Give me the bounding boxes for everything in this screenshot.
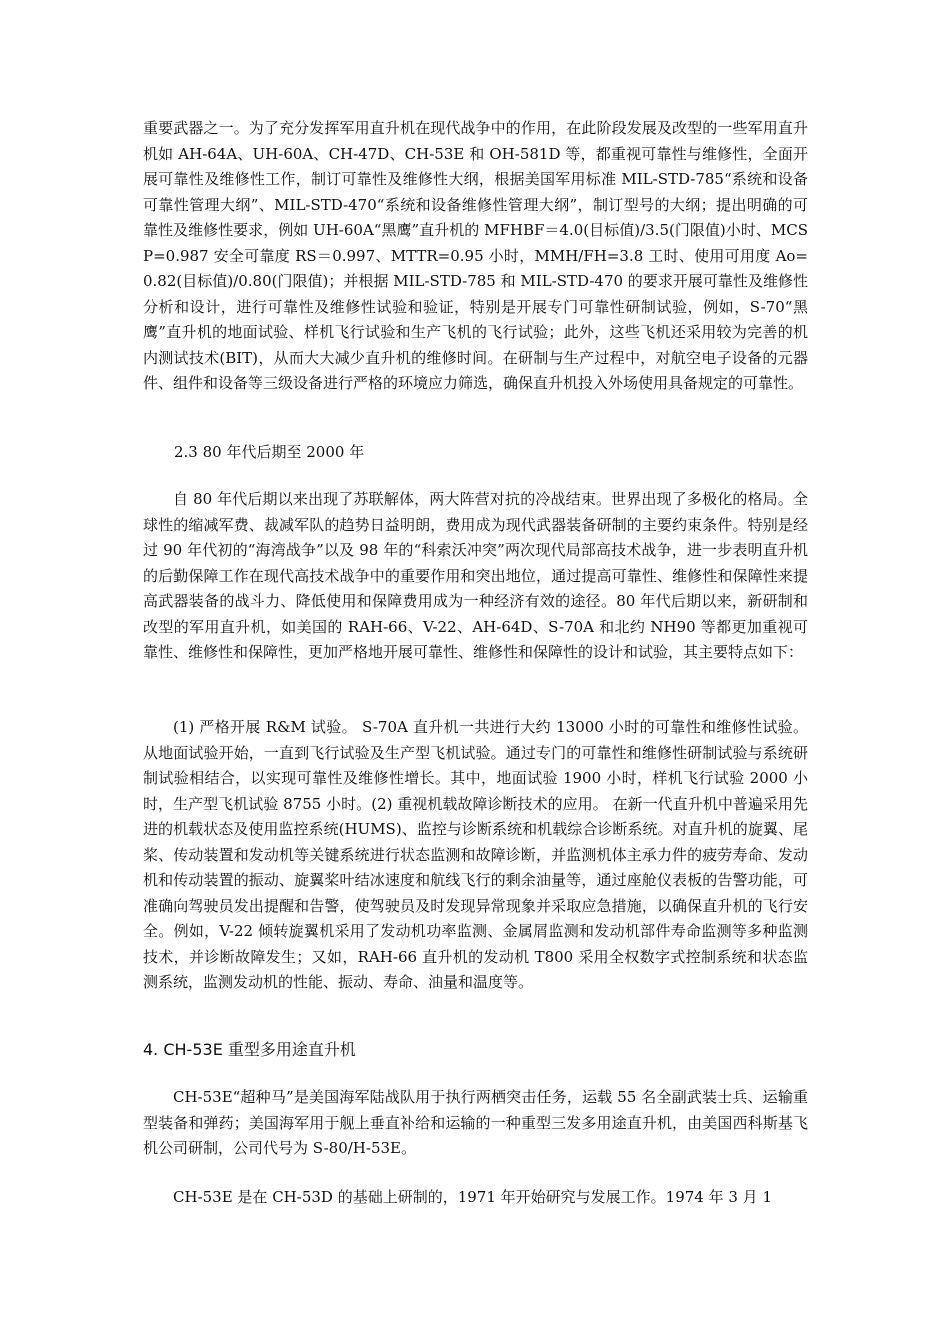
section-subheading: 2.3 80 年代后期至 2000 年 (174, 443, 365, 461)
paragraph-ch53e-intro: CH-53E“超种马”是美国海军陆战队用于执行两栖突击任务，运载 55 名全副武装士兵、运输重型装备和弹药；美国海军用于舰上垂直补给和运输的一种重型三发多用途直升机，由美国西科斯基飞机公司研制，公司代号为 S-80/H-53E。 (143, 1088, 808, 1157)
paragraph-helicopter-rm-history: 重要武器之一。为了充分发挥军用直升机在现代战争中的作用，在此阶段发展及改型的一些军用直升机如 AH-64A、UH-60A、CH-47D、CH-53E 和 OH-581D 等，都重视可靠性与维修性，全面开展可靠性及维修性工作，制订可靠性及维修性大纲，根据美国军用标准 MIL-STD-785“系统和设备可靠性管理大纲”、MIL-STD-470“系统和设备维修性管理大纲”，制订型号的大纲；提出明确的可靠性及维修性要求，例如 UH-60A“黑鹰”直升机的 MFHBF＝4.0(目标值)/3.5(门限值)小时、MCSP=0.987 安全可靠度 RS＝0.997、MTTR=0.95 小时，MMH/FH=3.8 工时、使用可用度 Ao=0.82(目标值)/0.80(门限值)；并根据 MIL-STD-785 和 MIL-STD-470 的要求开展可靠性及维修性分析和设计，进行可靠性及维修性试验和验证，特别是开展专门可靠性研制试验，例如，S-70“黑鹰”直升机的地面试验、样机飞行试验和生产飞机的飞行试验；此外，这些飞机还采用较为完善的机内测试技术(BIT)，从而大大减少直升机的维修时间。在研制与生产过程中，对航空电子设备的元器件、组件和设备等三级设备进行严格的环境应力筛选，确保直升机投入外场使用具备规定的可靠性。 (143, 119, 808, 392)
paragraph-ch53e-development: CH-53E 是在 CH-53D 的基础上研制的，1971 年开始研究与发展工作。1974 年 3 月 1 (173, 1188, 772, 1206)
paragraph-rm-features: (1) 严格开展 R&M 试验。 S-70A 直升机一共进行大约 13000 小时的可靠性和维修性试验。从地面试验开始，一直到飞行试验及生产型飞机试验。通过专门的可靠性和维修性研制试验与系统研制试验相结合，以实现可靠性及维修性增长。其中，地面试验 1900 小时，样机飞行试验 2000 小时，生产型飞机试验 8755 小时。(2) 重视机载故障诊断技术的应用。 在新一代直升机中普遍采用先进的机载状态及使用监控系统(HUMS)、监控与诊断系统和机载综合诊断系统。对直升机的旋翼、尾桨、传动装置和发动机等关键系统进行状态监测和故障诊断，并监测机体主承力件的疲劳寿命、发动机和传动装置的振动、旋翼桨叶结冰速度和航线飞行的剩余油量等，通过座舱仪表板的告警功能，可准确向驾驶员发出提醒和告警，使驾驶员及时发现异常现象并采取应急措施，以确保直升机的飞行安全。例如，V-22 倾转旋翼机采用了发动机功率监测、金属屑监测和发动机部件寿命监测等多种监测技术，并诊断故障发生；又如，RAH-66 直升机的发动机 T800 采用全权数字式控制系统和状态监测系统，监测发动机的性能、振动、寿命、油量和温度等。 (143, 718, 808, 991)
paragraph-post-cold-war: 自 80 年代后期以来出现了苏联解体，两大阵营对抗的冷战结束。世界出现了多极化的格局。全球性的缩减军费、裁减军队的趋势日益明朗，费用成为现代武器装备研制的主要约束条件。特别是经过 90 年代初的“海湾战争”以及 98 年的“科索沃冲突”两次现代局部高技术战争，进一步表明直升机的后勤保障工作在现代高技术战争中的重要作用和突出地位，通过提高可靠性、维修性和保障性来提高武器装备的战斗力、降低使用和保障费用成为一种经济有效的途径。80 年代后期以来，新研制和改型的军用直升机，如美国的 RAH-66、V-22、AH-64D、S-70A 和北约 NH90 等都更加重视可靠性、维修性和保障性，更加严格地开展可靠性、维修性和保障性的设计和试验，其主要特点如下： (143, 490, 808, 661)
section-heading-ch53e: 4. CH-53E 重型多用途直升机 (143, 1040, 356, 1059)
